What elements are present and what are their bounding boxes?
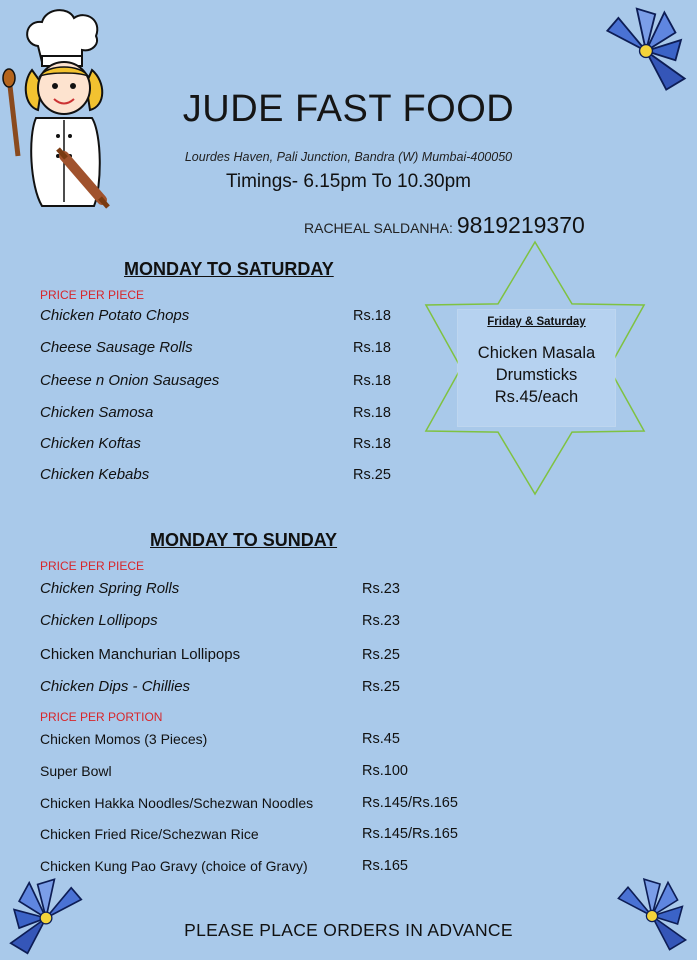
section-heading-mon-sat: MONDAY TO SATURDAY (124, 259, 334, 279)
special-days: Friday & Saturday (487, 316, 586, 328)
contact-name: RACHEAL SALDANHA: (304, 220, 453, 236)
menu-item-name: Chicken Lollipops (40, 612, 158, 629)
menu-item-name: Chicken Spring Rolls (40, 580, 180, 597)
restaurant-title: JUDE FAST FOOD (182, 88, 515, 130)
menu-item-name: Chicken Hakka Noodles/Schezwan Noodles (40, 795, 314, 811)
menu-item-name: Chicken Dips - Chillies (40, 678, 191, 695)
menu-item-price: Rs.165 (362, 858, 408, 874)
special-item-name: Chicken Masala Drumsticks (477, 344, 596, 384)
menu-item-price: Rs.45 (362, 731, 400, 747)
address: Lourdes Haven, Pali Junction, Bandra (W) Mumbai-400050 (184, 150, 513, 164)
menu-item-name: Chicken Fried Rice/Schezwan Rice (40, 826, 259, 842)
menu-item-price: Rs.145/Rs.165 (362, 826, 458, 842)
contact (304, 212, 585, 239)
menu-item-price: Rs.18 (353, 405, 391, 421)
menu-item-name: Chicken Kung Pao Gravy (choice of Gravy) (40, 858, 308, 874)
menu-item-name: Cheese n Onion Sausages (40, 372, 220, 389)
blue-lily-flower-icon (600, 5, 692, 97)
menu-item-name: Chicken Kebabs (40, 466, 150, 483)
menu-item-name: Chicken Manchurian Lollipops (40, 646, 241, 663)
menu-item-price: Rs.25 (362, 679, 400, 695)
menu-item-price: Rs.145/Rs.165 (362, 795, 458, 811)
menu-item-price: Rs.100 (362, 763, 408, 779)
menu-item-name: Chicken Koftas (40, 435, 141, 452)
menu-item-price: Rs.23 (362, 613, 400, 629)
blue-lily-flower-icon (612, 874, 692, 958)
menu-item-price: Rs.25 (353, 467, 391, 483)
menu-item-name: Cheese Sausage Rolls (40, 339, 193, 356)
footer-notice: PLEASE PLACE ORDERS IN ADVANCE (184, 920, 513, 940)
menu-item-price: Rs.25 (362, 647, 400, 663)
menu-item-name: Chicken Momos (3 Pieces) (40, 731, 208, 747)
menu-item-price: Rs.18 (353, 436, 391, 452)
special-offer-box (458, 310, 615, 426)
menu-item-price: Rs.23 (362, 581, 400, 597)
menu-item-name: Chicken Potato Chops (40, 307, 190, 324)
menu-item-name: Super Bowl (40, 763, 112, 779)
section-heading-mon-sun: MONDAY TO SUNDAY (150, 530, 338, 550)
menu-item-price: Rs.18 (353, 340, 391, 356)
price-per-piece-label: PRICE PER PIECE (40, 559, 145, 573)
blue-lily-flower-icon (2, 876, 90, 960)
menu-item-name: Chicken Samosa (40, 404, 154, 421)
contact-phone: 9819219370 (456, 212, 585, 238)
special-item-price: Rs.45/each (494, 388, 579, 406)
menu-item-price: Rs.18 (353, 373, 391, 389)
price-per-piece-label: PRICE PER PIECE (40, 288, 145, 302)
menu-item-price: Rs.18 (353, 308, 391, 324)
timings: Timings- 6.15pm To 10.30pm (225, 171, 471, 192)
price-per-portion-label: PRICE PER PORTION (40, 710, 163, 724)
